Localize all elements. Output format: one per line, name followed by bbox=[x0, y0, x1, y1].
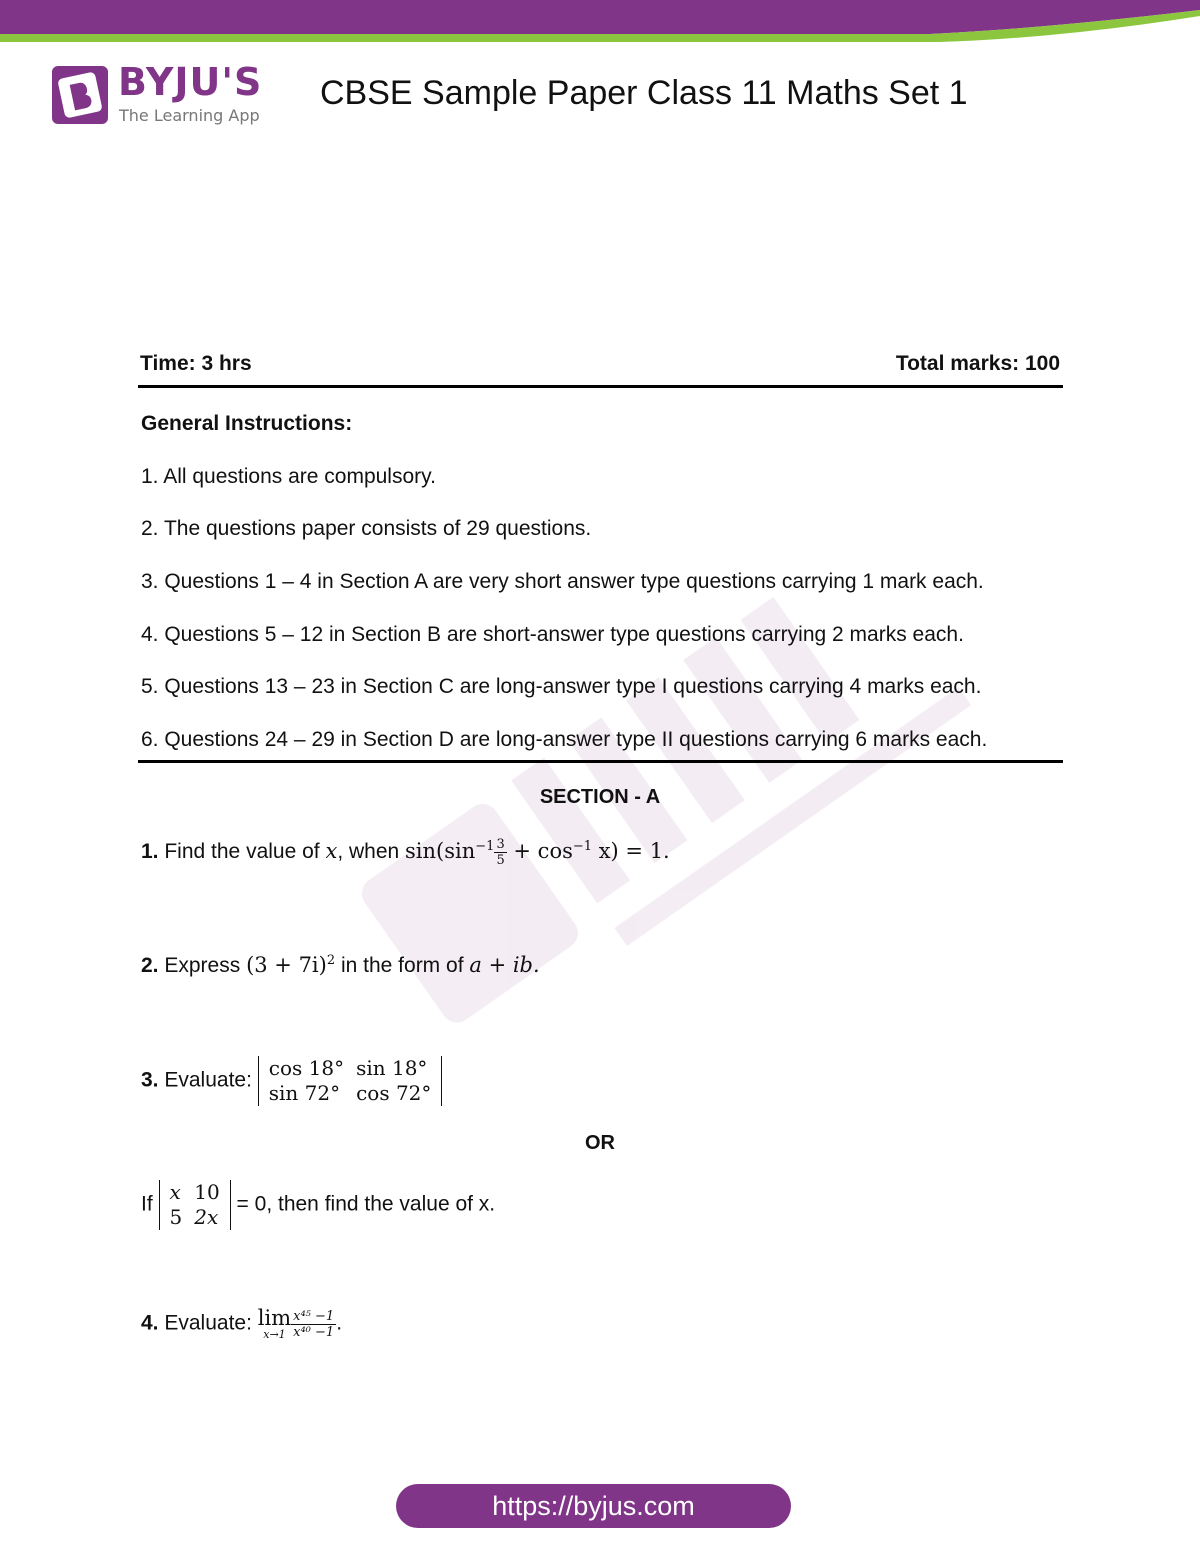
instruction-item: 5. Questions 13 – 23 in Section C are long-answer type I questions carrying 4 marks each. bbox=[141, 675, 982, 698]
website-link[interactable]: https://byjus.com bbox=[396, 1484, 791, 1528]
matrix-cell: sin 18° bbox=[356, 1056, 428, 1080]
instruction-item: 6. Questions 24 – 29 in Section D are long-answer type II questions carrying 6 marks each. bbox=[141, 728, 988, 751]
question-text: Evaluate: bbox=[164, 1311, 252, 1335]
divider bbox=[138, 385, 1063, 388]
math-part: + cos bbox=[513, 839, 573, 863]
math-expression bbox=[405, 837, 670, 868]
matrix-cell: x bbox=[169, 1180, 181, 1204]
fraction-numerator: 3 bbox=[496, 837, 505, 852]
math-sup: 2 bbox=[326, 953, 336, 968]
determinant bbox=[159, 1180, 231, 1230]
section-title: SECTION - A bbox=[539, 786, 661, 808]
question-3 bbox=[141, 1056, 442, 1106]
math-sup: −1 bbox=[572, 839, 593, 854]
question-1 bbox=[141, 838, 670, 867]
question-number: 3. bbox=[141, 1068, 159, 1092]
instruction-item: 4. Questions 5 – 12 in Section B are short-answer type questions carrying 2 marks each. bbox=[141, 623, 964, 646]
instruction-item: 1. All questions are compulsory. bbox=[141, 465, 436, 488]
instruction-item: 3. Questions 1 – 4 in Section A are very short answer type questions carrying 1 mark each. bbox=[141, 570, 984, 593]
total-marks-label: Total marks: 100 bbox=[895, 352, 1060, 375]
math-var: x bbox=[325, 839, 338, 863]
math-part: (3 + 7i) bbox=[246, 953, 327, 977]
question-number: 4. bbox=[141, 1311, 159, 1335]
divider bbox=[138, 760, 1063, 763]
question-text: If bbox=[141, 1192, 153, 1216]
fraction-numerator: x⁴⁵ −1 bbox=[293, 1308, 335, 1324]
matrix-cell: 5 bbox=[169, 1205, 183, 1229]
logo-mark bbox=[52, 66, 108, 124]
question-text: Evaluate: bbox=[164, 1068, 252, 1092]
or-separator: OR bbox=[585, 1132, 615, 1154]
matrix-cell: sin 72° bbox=[268, 1081, 341, 1105]
fraction bbox=[494, 838, 506, 867]
logo-wordmark: BYJU'S bbox=[118, 60, 263, 104]
top-banner bbox=[0, 0, 1200, 44]
limit-word: lim bbox=[257, 1306, 292, 1330]
question-text: in the form of bbox=[340, 954, 464, 977]
fraction-denominator: 5 bbox=[496, 853, 505, 868]
question-text: Find the value of bbox=[164, 840, 320, 863]
math-expression bbox=[246, 953, 335, 977]
matrix-cell: 2x bbox=[194, 1205, 219, 1229]
matrix-cell: cos 18° bbox=[268, 1056, 345, 1080]
question-text: = 0, then find the value of x. bbox=[236, 1192, 496, 1216]
question-4 bbox=[141, 1308, 342, 1340]
fraction bbox=[291, 1310, 336, 1339]
math-sup: −1 bbox=[475, 839, 495, 854]
instructions-heading: General Instructions: bbox=[141, 412, 353, 435]
math-part: sin(sin bbox=[405, 839, 476, 863]
logo-tagline: The Learning App bbox=[119, 106, 260, 125]
matrix-cell: 10 bbox=[194, 1180, 220, 1204]
question-2 bbox=[141, 953, 540, 978]
fraction-denominator: x⁴⁰ −1 bbox=[293, 1324, 335, 1340]
limit-subscript: x→1 bbox=[263, 1328, 286, 1341]
math-part: x) = 1. bbox=[598, 839, 670, 863]
page-title: CBSE Sample Paper Class 11 Maths Set 1 bbox=[320, 74, 968, 112]
time-label: Time: 3 hrs bbox=[140, 352, 252, 375]
question-number: 1. bbox=[141, 840, 159, 863]
exam-meta bbox=[140, 352, 1060, 376]
question-text: Express bbox=[164, 954, 241, 977]
question-3-alternate bbox=[141, 1180, 495, 1230]
limit-operator bbox=[258, 1308, 291, 1340]
byjus-logo bbox=[52, 60, 282, 130]
question-number: 2. bbox=[141, 954, 159, 977]
matrix-cell: cos 72° bbox=[356, 1081, 432, 1105]
determinant bbox=[258, 1056, 443, 1106]
math-expression: a + ib. bbox=[469, 953, 540, 977]
math-part: . bbox=[336, 1311, 343, 1335]
instruction-item: 2. The questions paper consists of 29 questions. bbox=[141, 517, 592, 540]
question-text: , when bbox=[337, 840, 400, 863]
